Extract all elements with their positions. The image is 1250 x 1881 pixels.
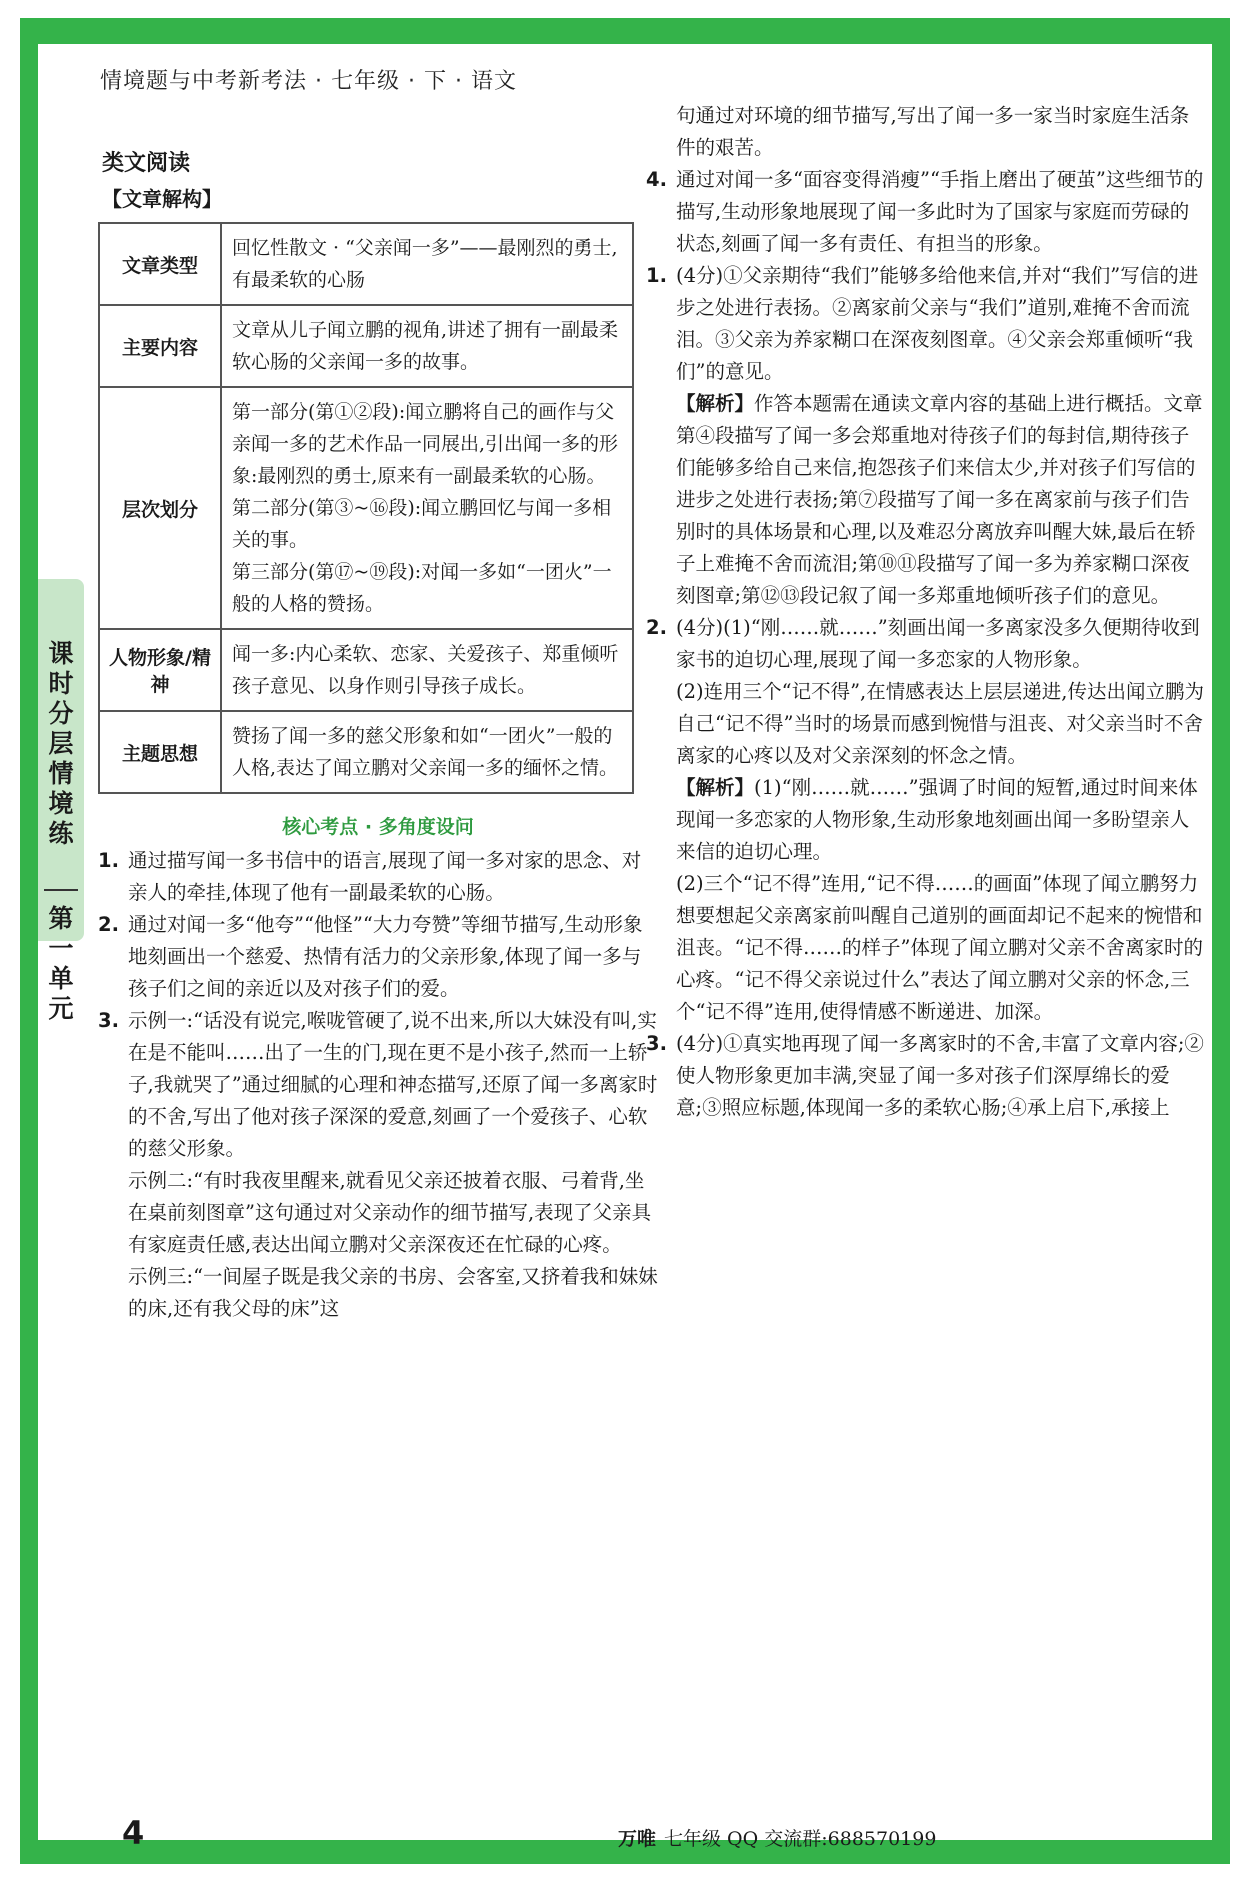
list-item: 3. 示例一:“话没有说完,喉咙管硬了,说不出来,所以大妹没有叫,实在是不能叫……出了一生的门,现在更不是小孩子,然而一上轿子,我就哭了”通过细腻的心理和神态描写,还原了闻一多离家时的不舍,写出了他对孩子深深的爱意,刻画了一个爱孩子、心软的慈父形象。 [98, 1009, 658, 1160]
core-points-heading: 核心考点 · 多角度设问 [282, 816, 474, 838]
row-content: 文章从儿子闻立鹏的视角,讲述了拥有一副最柔软心肠的父亲闻一多的故事。 [221, 305, 633, 387]
list-item: 4. 通过对闻一多“面容变得消瘦”“手指上磨出了硬茧”这些细节的描写,生动形象地展现了闻一多此时为了国家与家庭而劳碌的状态,刻画了闻一多有责任、有担当的形象。 [646, 168, 1204, 255]
list-item: 2. (4分)(1)“刚……就……”刻画出闻一多离家没多久便期待收到家书的迫切心理,展现了闻一多恋家的人物形象。 [646, 616, 1200, 671]
analysis-paragraph: 【解析】(1)“刚……就……”强调了时间的短暂,通过时间来体现闻一多恋家的人物形象,生动形象地刻画出闻一多盼望亲人来信的迫切心理。 [676, 776, 1198, 863]
list-item: 1. 通过描写闻一多书信中的语言,展现了闻一多对家的思念、对亲人的牵挂,体现了他有一副最柔软的心肠。 [98, 849, 642, 904]
border-left [20, 18, 38, 1863]
row-head: 人物形象/精神 [99, 629, 221, 711]
table-row [99, 305, 633, 387]
table-row [99, 387, 633, 629]
example-paragraph: 示例三:“一间屋子既是我父亲的书房、会客室,又挤着我和妹妹的床,还有我父母的床”这 [128, 1265, 658, 1320]
structure-table [98, 222, 634, 794]
row-head: 文章类型 [99, 223, 221, 305]
row-content: 第一部分(第①②段):闻立鹏将自己的画作与父亲闻一多的艺术作品一同展出,引出闻一多的形象:最刚烈的勇士,原来有一副最柔软的心肠。 第二部分(第③~⑯段):闻立鹏回忆与闻一多相关的事。 第三部分(第⑰~⑲段):对闻一多如“一团火”一般的人格的赞扬。 [221, 387, 633, 629]
page-content [38, 44, 1212, 1852]
analysis-paragraph: (2)三个“记不得”连用,“记不得……的画面”体现了闻立鹏努力想要想起父亲离家前叫醒自己道别的画面却记不起来的惋惜和沮丧。“记不得……的样子”体现了闻立鹏对父亲不舍离家时的心疼。“记不得父亲说过什么”表达了闻立鹏对父亲的怀念,三个“记不得”连用,使得情感不断递进、加深。 [676, 872, 1203, 1023]
row-content: 赞扬了闻一多的慈父形象和如“一团火”一般的人格,表达了闻立鹏对父亲闻一多的缅怀之情。 [221, 711, 633, 793]
table-row [99, 223, 633, 305]
row-content: 回忆性散文 · “父亲闻一多”——最刚烈的勇士,有最柔软的心肠 [221, 223, 633, 305]
analysis-paragraph: 【解析】作答本题需在通读文章内容的基础上进行概括。文章第④段描写了闻一多会郑重地对待孩子们的每封信,期待孩子们能够多给自己来信,抱怨孩子们来信太少,并对孩子们写信的进步之处进行表扬;第⑦段描写了闻一多在离家前与孩子们告别时的具体场景和心理,以及难忍分离放弃叫醒大妹,最后在轿子上难掩不舍而流泪;第⑩⑪段描写了闻一多为养家糊口深夜刻图章;第⑫⑬段记叙了闻一多郑重地倾听孩子们的意见。 [676, 392, 1203, 607]
row-head: 主要内容 [99, 305, 221, 387]
table-row [99, 711, 633, 793]
left-column [98, 100, 658, 1325]
row-head: 主题思想 [99, 711, 221, 793]
border-top [20, 18, 1230, 44]
footer-text: 万唯 七年级 QQ 交流群:688570199 [618, 1828, 937, 1850]
border-right [1212, 18, 1230, 1863]
continued-paragraph: 句通过对环境的细节描写,写出了闻一多一家当时家庭生活条件的艰苦。 [676, 104, 1190, 159]
page-number: 4 [122, 1814, 145, 1852]
row-head: 层次划分 [99, 387, 221, 629]
answer-paragraph: (2)连用三个“记不得”,在情感表达上层层递进,传达出闻立鹏为自己“记不得”当时的场景而感到惋惜与沮丧、对父亲当时不舍离家的心疼以及对父亲深刻的怀念之情。 [676, 680, 1204, 767]
brand-logo: 万唯 [618, 1828, 657, 1850]
sidebar-divider [44, 889, 78, 891]
example-paragraph: 示例二:“有时我夜里醒来,就看见父亲还披着衣服、弓着背,坐在桌前刻图章”这句通过对父亲动作的细节描写,表现了父亲具有家庭责任感,表达出闻立鹏对父亲深夜还在忙碌的心疼。 [128, 1169, 652, 1256]
list-item: 3. (4分)①真实地再现了闻一多离家时的不舍,丰富了文章内容;②使人物形象更加丰满,突显了闻一多对孩子们深厚绵长的爱意;③照应标题,体现闻一多的柔软心肠;④承上启下,承接上 [646, 1032, 1204, 1119]
sidebar-practice-label: 课时分层情境练 [48, 639, 74, 848]
list-item: 1. (4分)①父亲期待“我们”能够多给他来信,并对“我们”写信的进步之处进行表扬。②离家前父亲与“我们”道别,难掩不舍而流泪。③父亲为养家糊口在深夜刻图章。④父亲会郑重倾听“我们”的意见。 [646, 264, 1199, 383]
section-title: 类文阅读 [102, 151, 191, 176]
row-content: 闻一多:内心柔软、恋家、关爱孩子、郑重倾听孩子意见、以身作则引导孩子成长。 [221, 629, 633, 711]
page-header: 情境题与中考新考法 · 七年级 · 下 · 语文 [100, 69, 517, 94]
section-subtitle: 【文章解构】 [102, 187, 222, 211]
right-column [646, 100, 1206, 1124]
table-row [99, 629, 633, 711]
sidebar-unit-label: 第一单元 [48, 904, 74, 1023]
list-item: 2. 通过对闻一多“他夸”“他怪”“大力夸赞”等细节描写,生动形象地刻画出一个慈爱、热情有活力的父亲形象,体现了闻一多与孩子们之间的亲近以及对孩子们的爱。 [98, 913, 643, 1000]
